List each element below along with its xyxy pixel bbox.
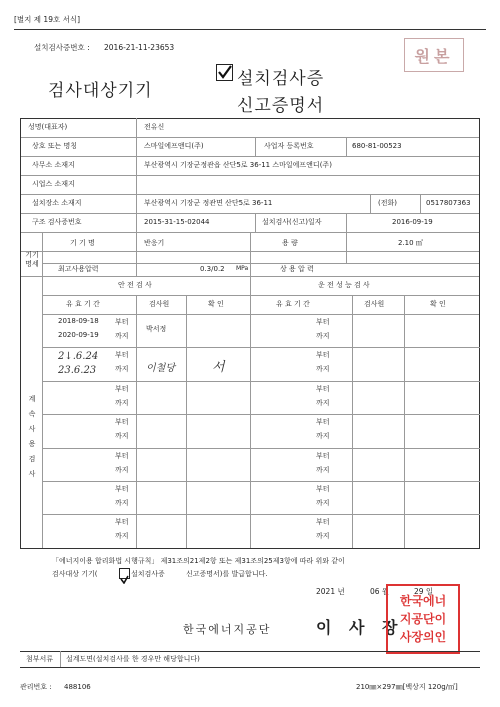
company-label: 상호 또는 명칭	[32, 142, 78, 150]
title-right-2: 신고증명서	[237, 96, 325, 116]
struct-value: 2015-31-15-02044	[144, 218, 210, 226]
seal-line: 지공단이	[399, 612, 447, 626]
site-label: 시업스 소재지	[32, 180, 75, 188]
op-from-label: 부터	[316, 418, 330, 427]
row-divider	[42, 448, 480, 449]
op-until-label: 까지	[316, 332, 330, 340]
grid-line	[60, 651, 61, 667]
from-label: 부터	[115, 485, 129, 493]
grid-line	[42, 314, 480, 315]
side-label-char: 용	[28, 440, 36, 448]
op-from-label: 부터	[316, 518, 330, 527]
top-rule	[14, 29, 486, 30]
paper-spec: 210㎜×297㎜[백상지 120g/㎡]	[356, 683, 458, 691]
office-label: 사무소 소재지	[32, 161, 75, 169]
safety-until: 23.6.23	[58, 365, 97, 377]
representative-label: 성명(대표자)	[28, 123, 68, 131]
company-value: 스마일에프앤디(주)	[144, 142, 204, 150]
grid-line	[186, 295, 187, 548]
statement-line-1: 「에너지이용 합리화법 시행규칙」 제31조의21제2항 또는 제31조의25제3항에 따라 위와 같이	[52, 557, 345, 565]
grid-line	[136, 232, 137, 276]
install-label: 설치장소 소재지	[32, 199, 82, 207]
from-label: 부터	[115, 318, 129, 326]
spec-group-label: 기기명세	[25, 251, 39, 268]
grid-line	[255, 137, 256, 156]
install-date-label: 설치검사(신고)일자	[262, 218, 322, 226]
from-label: 부터	[115, 451, 129, 460]
inspector-header-left: 검사원	[149, 300, 170, 308]
grid-line	[420, 194, 421, 213]
biz-reg-label: 사업자 등록번호	[264, 142, 314, 150]
issue-number: 2016-21-11-23653	[104, 43, 175, 52]
safety-inspector: 이철당	[146, 363, 175, 375]
op-from-label: 부터	[316, 318, 330, 326]
pressure-value: 0.3/0.2	[200, 265, 225, 273]
grid-line	[479, 118, 480, 548]
from-label: 부터	[115, 351, 129, 360]
period-header-left: 유 효 기 간	[66, 300, 100, 308]
office-value: 부산광역시 기장군정관읍 산단5로 36-11 스마일에프앤디(주)	[144, 161, 332, 169]
grid-line	[20, 118, 480, 119]
install-date-value: 2016-09-19	[392, 218, 433, 226]
grid-line	[42, 232, 43, 548]
date-year: 2021 년	[316, 587, 345, 596]
until-label: 까지	[115, 365, 129, 374]
statement-line-2c: 신고증명서)를 발급합니다.	[186, 570, 268, 578]
seal-line: 사장의인	[399, 630, 447, 644]
continuous-use-label	[22, 392, 42, 482]
phone-value: 0517807363	[426, 199, 471, 207]
op-until-label: 까지	[316, 499, 330, 507]
op-from-label: 부터	[316, 351, 330, 360]
grid-line	[250, 232, 251, 548]
pressure-label: 최고사용압력	[58, 265, 99, 273]
row-divider	[42, 514, 480, 515]
safety-inspector: 박서정	[146, 325, 167, 333]
safety-from: 2018-09-18	[58, 317, 99, 325]
until-label: 까지	[115, 398, 129, 407]
op-until-label: 까지	[316, 532, 330, 541]
until-label: 까지	[115, 532, 129, 541]
grid-line	[20, 118, 21, 548]
row-divider	[42, 481, 480, 482]
issuer-name: 한국에너지공단	[183, 623, 272, 636]
title-left: 검사대상기기	[48, 81, 153, 101]
side-label-char: 계	[28, 395, 36, 403]
safety-header: 안 전 검 사	[118, 281, 152, 289]
capacity-value: 2.10 ㎥	[398, 239, 423, 247]
row-divider	[42, 414, 480, 415]
form-label: [별지 제 19호 서식]	[14, 15, 81, 24]
period-header-right: 유 효 기 간	[276, 300, 310, 308]
model-value: 반응기	[144, 239, 165, 247]
op-until-label: 까지	[316, 465, 330, 474]
representative-value: 전유신	[144, 123, 165, 131]
official-seal	[386, 584, 460, 654]
phone-label: (전화)	[378, 199, 397, 207]
title-right-1: 설치검사증	[237, 69, 325, 89]
attachment-value: 설계도면(설치검사를 한 경우만 해당합니다)	[66, 655, 200, 663]
until-label: 까지	[115, 499, 129, 507]
op-until-label: 까지	[316, 398, 330, 407]
grid-line	[352, 295, 353, 548]
chief-title: 이 사 장	[316, 618, 404, 637]
side-label-char: 사	[28, 425, 36, 433]
op-from-label: 부터	[316, 384, 330, 393]
grid-line	[20, 137, 480, 138]
grid-line	[346, 137, 347, 156]
grid-line	[136, 295, 137, 548]
statement-line-2a: 검사대상 기기(	[52, 570, 98, 578]
grid-line	[20, 156, 480, 157]
operation-header: 운 전 성 능 검 사	[318, 281, 370, 289]
management-label: 관리번호 :	[20, 683, 52, 691]
grid-line	[20, 213, 480, 214]
op-from-label: 부터	[316, 451, 330, 460]
issue-number-label: 설치검사증번호 :	[34, 43, 90, 52]
grid-line	[136, 118, 137, 232]
biz-reg-value: 680-81-00523	[352, 142, 402, 150]
grid-line	[255, 213, 256, 232]
checkbox-small-icon	[119, 568, 130, 579]
until-label: 까지	[115, 465, 129, 474]
pressure-unit: MPa	[236, 265, 249, 272]
row-divider	[42, 347, 480, 348]
capacity-label: 용 량	[282, 239, 298, 247]
grid-line	[20, 175, 480, 176]
confirm-header-right: 확 인	[430, 300, 446, 308]
side-label-char: 검	[28, 455, 36, 463]
safety-until: 2020-09-19	[58, 331, 99, 339]
grid-line	[42, 295, 480, 296]
original-stamp: 원본	[404, 38, 464, 72]
date-month: 06 월	[370, 587, 390, 596]
grid-line	[346, 232, 347, 263]
until-label: 까지	[115, 432, 129, 441]
op-until-label: 까지	[316, 365, 330, 374]
op-from-label: 부터	[316, 485, 330, 493]
grid-line	[20, 651, 480, 652]
grid-line	[20, 667, 480, 668]
from-label: 부터	[115, 384, 129, 393]
from-label: 부터	[115, 518, 129, 527]
statement-line-2b: 설치검사증	[131, 570, 165, 578]
until-label: 까지	[115, 332, 129, 340]
grid-line	[42, 263, 480, 264]
safety-confirm: 서	[212, 360, 225, 376]
install-value: 부산광역시 기장군 정관면 산단5로 36-11	[144, 199, 273, 207]
seal-line: 한국에너	[399, 594, 447, 608]
row-divider	[42, 381, 480, 382]
grid-line	[20, 548, 480, 549]
usage-pressure-label: 상 용 압 력	[280, 265, 314, 273]
inspector-header-right: 검사원	[364, 300, 385, 308]
management-value: 488106	[64, 683, 91, 691]
struct-label: 구조 검사증번호	[32, 218, 82, 226]
grid-line	[404, 295, 405, 548]
date-day: 29 일	[414, 587, 434, 596]
side-label-char: 사	[28, 470, 36, 478]
grid-line	[20, 194, 480, 195]
attachment-label: 첨부서류	[26, 655, 54, 663]
from-label: 부터	[115, 418, 129, 427]
checkbox-install-icon	[216, 64, 233, 81]
op-until-label: 까지	[316, 432, 330, 441]
confirm-header-left: 확 인	[208, 300, 224, 308]
grid-line	[346, 213, 347, 232]
side-label-char: 속	[28, 410, 36, 418]
safety-from: 2↓.6.24	[58, 351, 99, 363]
model-label: 기 기 명	[70, 239, 95, 247]
grid-line	[370, 194, 371, 213]
